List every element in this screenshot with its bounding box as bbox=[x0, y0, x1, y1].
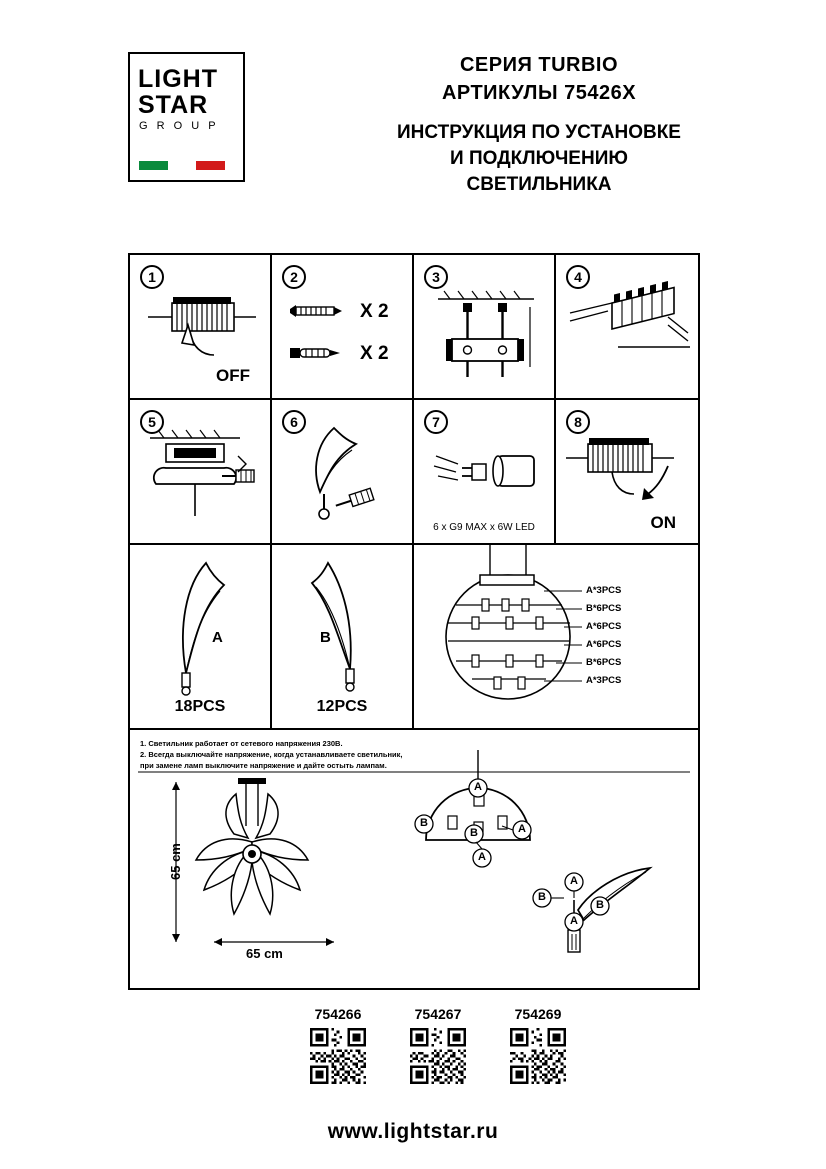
step-number-2: 2 bbox=[282, 265, 306, 289]
step-cell-2 bbox=[272, 255, 414, 400]
summary-cell bbox=[130, 730, 698, 988]
header bbox=[128, 52, 700, 197]
qr-code-image-2[interactable] bbox=[410, 1028, 466, 1084]
step-cell-3 bbox=[414, 255, 556, 400]
steps-frame bbox=[128, 253, 700, 990]
assembly-callout-3: A*6PCS bbox=[586, 621, 622, 632]
logo-line-group: G R O U P bbox=[139, 120, 219, 132]
dimension-height-label: 65 cm bbox=[168, 843, 183, 880]
part-b-letter: B bbox=[320, 629, 331, 646]
step-number-4: 4 bbox=[566, 265, 590, 289]
part-cell-b bbox=[272, 545, 414, 730]
italy-flag-icon bbox=[139, 161, 225, 170]
qr-row bbox=[128, 1006, 700, 1106]
assembly-callout-1: A*3PCS bbox=[586, 585, 622, 596]
logo-line-star: STAR bbox=[138, 91, 209, 119]
qr-code-image-1[interactable] bbox=[310, 1028, 366, 1084]
note-line-2: 2. Всегда выключайте напряжение, когда устанавливаете светильник, bbox=[140, 750, 403, 759]
step-cell-5 bbox=[130, 400, 272, 545]
step-2-qty-screws: X 2 bbox=[360, 301, 389, 322]
step-cell-1 bbox=[130, 255, 272, 400]
part-a-count: 18PCS bbox=[174, 698, 226, 715]
branch-detail-letter-b-1: B bbox=[538, 891, 546, 903]
step-cell-7 bbox=[414, 400, 556, 545]
step-2-qty-dowels: X 2 bbox=[360, 343, 389, 364]
assembly-illustration bbox=[414, 545, 698, 730]
note-line-3: при замене ламп выключите напряжение и дайте остыть лампам. bbox=[140, 761, 387, 770]
header-text-block bbox=[378, 52, 700, 198]
website-url[interactable]: www.lightstar.ru bbox=[327, 1120, 499, 1143]
logo-line-light: LIGHT bbox=[138, 65, 218, 93]
step-1-label-off: OFF bbox=[216, 366, 250, 385]
note-line-1: 1. Светильник работает от сетевого напряжения 230В. bbox=[140, 739, 343, 748]
step-number-7: 7 bbox=[424, 410, 448, 434]
part-a-letter: A bbox=[212, 629, 223, 646]
assembly-cell bbox=[414, 545, 698, 730]
assembly-callout-5: B*6PCS bbox=[586, 657, 622, 668]
qr-code-label-3: 754269 bbox=[514, 1006, 562, 1022]
step-number-3: 3 bbox=[424, 265, 448, 289]
instruction-title-line1: ИНСТРУКЦИЯ ПО УСТАНОВКЕ bbox=[397, 122, 681, 143]
branch-detail-letter-a-2: A bbox=[570, 915, 578, 927]
series-title: СЕРИЯ TURBIO bbox=[459, 54, 619, 76]
step-number-6: 6 bbox=[282, 410, 306, 434]
branch-detail-letter-a-1: A bbox=[570, 875, 578, 887]
step-number-1: 1 bbox=[140, 265, 164, 289]
step-8-label-on: ON bbox=[650, 513, 676, 532]
step-cell-4 bbox=[556, 255, 698, 400]
qr-code-image-3[interactable] bbox=[510, 1028, 566, 1084]
step-number-5: 5 bbox=[140, 410, 164, 434]
qr-item-754267 bbox=[383, 1006, 493, 1084]
safety-notes bbox=[140, 738, 570, 771]
instruction-title-line2: И ПОДКЛЮЧЕНИЮ СВЕТИЛЬНИКА bbox=[450, 148, 628, 195]
step-cell-6 bbox=[272, 400, 414, 545]
branch-detail-letter-b-2: B bbox=[596, 899, 604, 911]
qr-item-754266 bbox=[283, 1006, 393, 1084]
part-cell-a bbox=[130, 545, 272, 730]
assembly-callout-2: B*6PCS bbox=[586, 603, 622, 614]
step-number-8: 8 bbox=[566, 410, 590, 434]
dome-detail-letter-a-2: A bbox=[518, 823, 526, 835]
dome-detail-letter-a-1: A bbox=[474, 781, 482, 793]
dome-detail-letter-a-3: A bbox=[478, 851, 486, 863]
dome-detail-letter-b-1: B bbox=[420, 817, 428, 829]
lamp-spec-label: 6 x G9 MAX x 6W LED bbox=[433, 522, 535, 533]
qr-item-754269 bbox=[483, 1006, 593, 1084]
brand-logo bbox=[128, 52, 245, 182]
articles-title: АРТИКУЛЫ 75426X bbox=[441, 82, 637, 104]
part-b-count: 12PCS bbox=[316, 698, 368, 715]
assembly-callout-6: A*3PCS bbox=[586, 675, 622, 686]
step-cell-8 bbox=[556, 400, 698, 545]
qr-code-label-2: 754267 bbox=[414, 1006, 462, 1022]
dimension-width-label: 65 cm bbox=[246, 946, 283, 961]
assembly-callout-4: A*6PCS bbox=[586, 639, 622, 650]
dome-detail-letter-b-2: B bbox=[470, 827, 478, 839]
qr-code-label-1: 754266 bbox=[314, 1006, 362, 1022]
